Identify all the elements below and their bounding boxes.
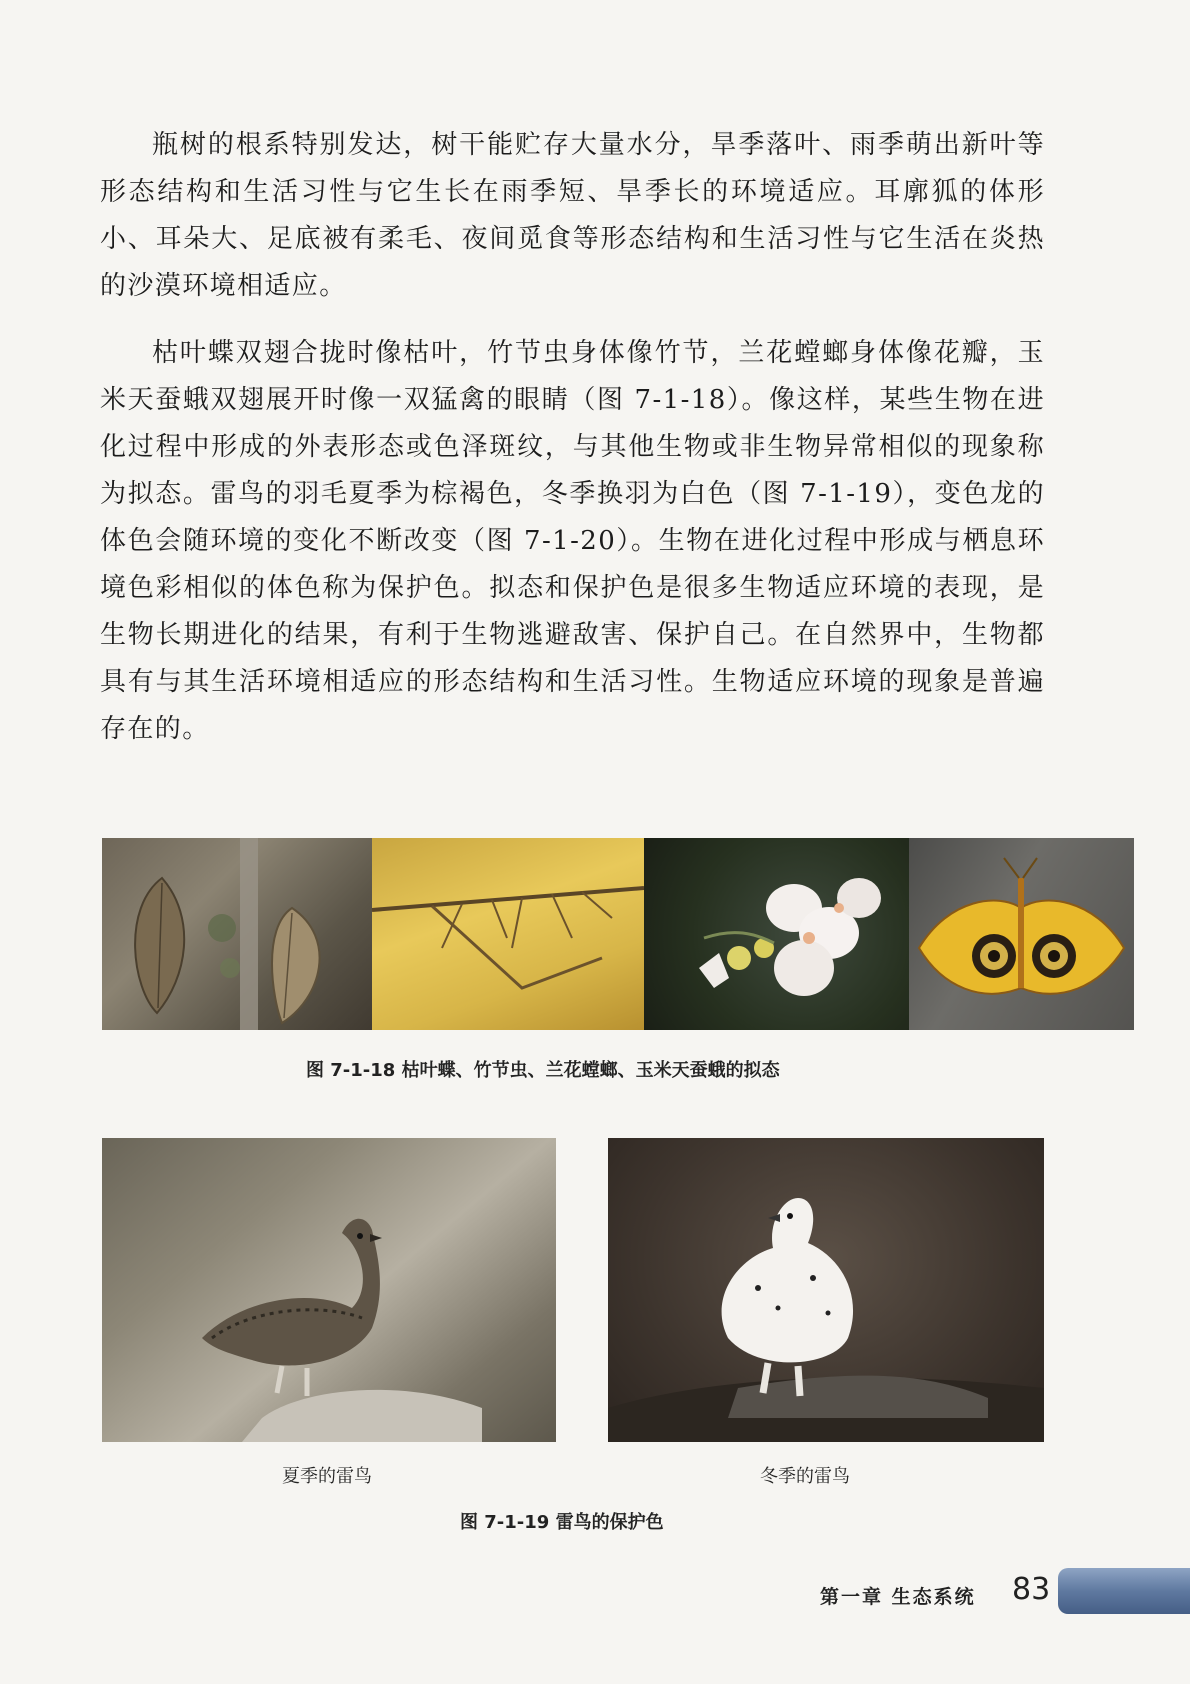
io-moth-illustration [909,838,1134,1030]
summer-ptarmigan-illustration [102,1138,556,1442]
paragraph-2: 枯叶蝶双翅合拢时像枯叶，竹节虫身体像竹节，兰花螳螂身体像花瓣，玉米天蚕蛾双翅展开时像一双猛禽的眼睛（图 7-1-18）。像这样，某些生物在进化过程中形成的外表形态或色泽斑纹，与其他生物或非生物异常相似的现象称为拟态。雷鸟的羽毛夏季为棕褐色，冬季换羽为白色（图 7-1-19），变色龙的体色会随环境的变化不断改变（图 7-1-20）。生物在进化过程中形成与栖息环境色彩相似的体色称为保护色。拟态和保护色是很多生物适应环境的表现，是生物长期进化的结果，有利于生物逃避敌害、保护自己。在自然界中，生物都具有与其生活环境相适应的形态结构和生活习性。生物适应环境的现象是普遍存在的。 [100,338,1045,744]
page-edge-tab [1058,1568,1190,1614]
orchid-mantis-photo [644,838,909,1030]
leaf-butterfly-photo [102,838,372,1030]
winter-ptarmigan-illustration [608,1138,1044,1442]
figure-7-1-19-caption: 图 7-1-19 雷鸟的保护色 [460,1512,664,1533]
orchid-mantis-illustration [644,838,909,1030]
paragraph-1: 瓶树的根系特别发达，树干能贮存大量水分，旱季落叶、雨季萌出新叶等形态结构和生活习性与它生长在雨季短、旱季长的环境适应。耳廓狐的体形小、耳朵大、足底被有柔毛、夜间觅食等形态结构和生活习性与它生活在炎热的沙漠环境相适应。 [100,130,1045,301]
summer-ptarmigan-label: 夏季的雷鸟 [282,1466,372,1487]
winter-ptarmigan-photo [608,1138,1044,1442]
io-moth-photo [909,838,1134,1030]
stick-insect-photo [372,838,644,1030]
summer-ptarmigan-photo [102,1138,556,1442]
winter-ptarmigan-label: 冬季的雷鸟 [760,1466,850,1487]
leaf-butterfly-illustration [102,838,372,1030]
page-number: 83 [1012,1572,1051,1607]
mimicry-figure-strip [102,838,1134,1030]
stick-insect-illustration [372,838,644,1030]
chapter-running-footer: 第一章 生态系统 [820,1586,976,1608]
figure-7-1-18-caption: 图 7-1-18 枯叶蝶、竹节虫、兰花螳螂、玉米天蚕蛾的拟态 [306,1060,780,1081]
